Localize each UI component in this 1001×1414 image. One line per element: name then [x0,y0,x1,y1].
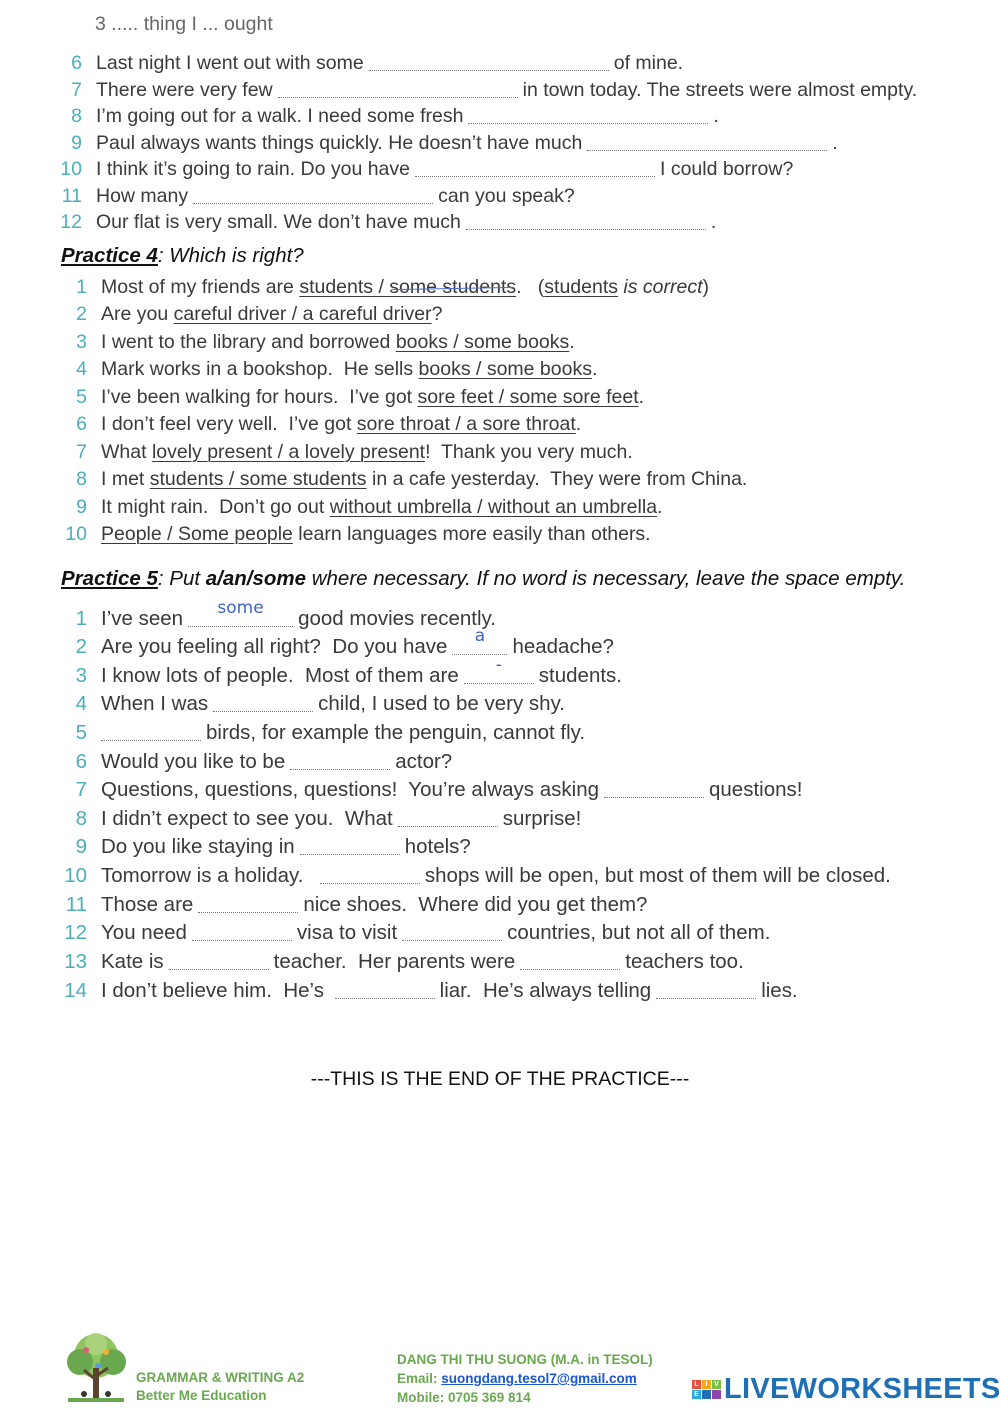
choice-options[interactable]: careful driver / a careful driver [173,302,432,325]
answer-blank[interactable] [369,56,609,71]
item-number: 8 [75,807,87,830]
practice3-item [0,103,719,129]
item-number: 10 [64,864,87,887]
footer-course: GRAMMAR & WRITING A2 Better Me Education [136,1370,305,1403]
practice4-item [0,466,747,492]
handwritten-answer: a [474,625,486,646]
item-number: 6 [75,750,87,773]
answer-blank[interactable] [198,898,298,913]
practice5-item [0,949,744,975]
practice5-heading: Practice 5: Put a/an/some where necessary. If no word is necessary, leave the space empty. [61,567,906,590]
item-text: I think it’s going to rain. Do you have [96,157,410,180]
item-text: I don’t believe him. He’s [101,979,330,1002]
choice-options[interactable]: sore feet / some sore feet [417,385,639,408]
footer-author: DANG THI THU SUONG (M.A. in TESOL) Email: suongdang.tesol7@gmail.com Mobile: 0705 369 814 [397,1352,653,1405]
item-number: 10 [65,522,87,545]
item-text: It might rain. Don’t go out [101,495,330,518]
choice-option-crossed[interactable]: some students [389,275,517,298]
answer-blank[interactable] [101,726,201,741]
item-text: questions! [709,778,803,801]
answer-blank[interactable] [464,654,534,684]
item-text: . [591,357,598,380]
item-number: 5 [75,721,87,744]
item-text: visa to visit [296,921,398,944]
choice-options[interactable]: People / Some people [101,522,293,545]
item-number: 8 [71,104,82,127]
liveworksheets-logo-icon: L I V E [692,1380,721,1399]
item-text: . [657,495,663,518]
practice5-item [0,806,581,832]
item-number: 7 [75,778,87,801]
practice4-item: 1 Most of my friends are students / some students . ( students is correct ) [0,274,709,300]
item-text: Are you feeling all right? Do you have [101,635,448,658]
answer-blank[interactable] [188,597,293,627]
item-text: good movies recently. [298,607,496,630]
answer-blank[interactable] [398,812,498,827]
item-text: Kate is [101,950,164,973]
liveworksheets-brand [692,1373,1001,1406]
practice4-label: Practice 4 [61,244,158,267]
item-text: Most of my friends are [101,275,300,298]
item-number: 11 [65,893,87,916]
item-text: . [575,412,582,435]
answer-blank[interactable] [604,783,704,798]
item-number: 4 [75,692,87,715]
item-text: actor? [395,750,453,773]
item-text: Those are [101,893,194,916]
item-text: countries, but not all of them. [507,921,771,944]
practice3-item [0,130,838,156]
item-text: Are you [101,302,174,325]
practice5-item [0,749,452,775]
item-number: 1 [76,275,87,298]
item-text: Paul always wants things quickly. He doesn’t have much [96,131,583,154]
practice4-item [0,384,644,410]
item-number: 9 [71,131,82,154]
practice5-item [0,597,496,632]
item-text: liar. He’s always telling [439,979,652,1002]
handwritten-answer: some [217,597,264,618]
tree-logo-icon [58,1330,134,1408]
practice4-item [0,329,575,355]
practice4-instruction: : Which is right? [157,244,304,267]
item-number: 1 [75,607,87,630]
choice-options[interactable]: sore throat / a sore throat [356,412,576,435]
answer-blank[interactable] [290,755,390,770]
item-text: students. [538,664,622,687]
item-text: . [569,330,575,353]
practice4-item [0,494,662,520]
item-text: I’m going out for a walk. I need some fresh [96,104,464,127]
item-text: When I was [101,692,209,715]
item-number: 7 [76,440,87,463]
item-text: Questions, questions, questions! You’re always asking [101,778,599,801]
choice-options[interactable]: students / some students [149,467,367,490]
note-word: students [544,275,619,298]
answer-blank[interactable] [402,926,502,941]
clipped-line: 3 ..... thing I ... ought [95,13,273,35]
answer-blank[interactable] [656,984,756,999]
item-text: teacher. Her parents were [273,950,516,973]
item-text: can you speak? [438,184,575,207]
item-text: lies. [761,979,798,1002]
item-number: 3 [76,330,87,353]
item-number: 3 [75,664,87,687]
answer-blank[interactable] [468,109,708,124]
item-text: of mine. [613,51,684,74]
item-number: 7 [71,78,82,101]
item-number: 6 [71,51,82,74]
item-text: . [638,385,645,408]
item-text: I went to the library and borrowed [101,330,396,353]
item-text: ? [431,302,443,325]
practice4-item [0,439,633,465]
item-text: child, I used to be very shy. [318,692,565,715]
item-number: 10 [60,157,82,180]
answer-blank[interactable] [278,83,518,98]
answer-blank[interactable] [192,926,292,941]
item-text: I could borrow? [660,157,794,180]
item-text: There were very few [96,78,273,101]
email-link[interactable]: suongdang.tesol7@gmail.com [441,1371,637,1386]
item-text: I know lots of people. Most of them are [101,664,459,687]
answer-blank[interactable] [520,955,620,970]
answer-blank[interactable] [300,840,400,855]
practice5-item [0,777,802,803]
practice5-item [0,863,891,889]
practice5-item [0,920,770,946]
item-text: . [713,104,719,127]
practice3-item [0,50,683,76]
choice-options[interactable]: books / some books [418,357,592,380]
item-number: 8 [76,467,87,490]
practice5-keywords: a/an/some [205,567,307,590]
item-number: 4 [76,357,87,380]
practice4-item [0,301,442,327]
item-text: ! Thank you very much. [425,440,633,463]
answer-blank[interactable] [320,869,420,884]
item-number: 2 [76,302,87,325]
item-number: 12 [64,921,87,944]
item-number: 5 [76,385,87,408]
practice5-item [0,654,622,689]
answer-blank[interactable] [452,625,507,655]
item-text: birds, for example the penguin, cannot fly. [206,721,586,744]
item-number: 6 [76,412,87,435]
practice5-item [0,978,798,1004]
item-number: 9 [75,835,87,858]
item-text: I don’t feel very well. I’ve got [101,412,357,435]
practice3-item [0,209,716,235]
item-text: . [832,131,838,154]
item-text: nice shoes. Where did you get them? [303,893,648,916]
item-text: . [710,210,717,233]
note-text: is correct [618,275,703,298]
liveworksheets-wordmark: LIVEWORKSHEETS [724,1373,1001,1405]
practice3-item [0,183,575,209]
practice3-item [0,77,917,103]
item-text: in a cafe yesterday. They were from China. [366,467,748,490]
item-text: I met [101,467,150,490]
item-text: teachers too. [625,950,744,973]
item-number: 12 [60,210,82,233]
practice4-heading [61,244,304,268]
item-text: Would you like to be [101,750,286,773]
item-text: in town today. The streets were almost empty. [522,78,918,101]
item-text: shops will be open, but most of them will be closed. [424,864,891,887]
practice5-item [0,834,471,860]
item-text: What [101,440,152,463]
item-text: Mark works in a bookshop. He sells [101,357,419,380]
practice4-item [0,411,581,437]
item-text: hotels? [404,835,471,858]
item-text: Our flat is very small. We don’t have much [96,210,461,233]
item-text: surprise! [502,807,582,830]
answer-blank[interactable] [335,984,435,999]
practice5-item [0,625,614,660]
item-text: Last night I went out with some [96,51,364,74]
item-text: How many [96,184,189,207]
item-text: I’ve seen [101,607,184,630]
item-number: 13 [64,950,87,973]
choice-options[interactable]: without umbrella / without an umbrella [329,495,658,518]
choice-options[interactable]: books / some books [395,330,570,353]
practice5-item [0,892,647,918]
choice-options[interactable]: lovely present / a lovely present [151,440,426,463]
answer-blank[interactable] [466,215,706,230]
choice-option[interactable]: students / [299,275,390,298]
practice4-item [0,521,651,547]
item-number: 14 [64,979,87,1002]
answer-blank[interactable] [415,162,655,177]
end-note: ---THIS IS THE END OF THE PRACTICE--- [310,1068,690,1090]
item-number: 2 [75,635,87,658]
item-text: learn languages more easily than others. [292,522,651,545]
item-text: You need [101,921,187,944]
item-text: Tomorrow is a holiday. [101,864,315,887]
item-text: I didn’t expect to see you. What [101,807,393,830]
item-number: 9 [76,495,87,518]
item-number: 11 [61,184,82,207]
answer-blank[interactable] [213,697,313,712]
handwritten-answer: - [495,654,502,675]
answer-blank[interactable] [169,955,269,970]
answer-blank[interactable] [193,189,433,204]
practice4-item [0,356,597,382]
answer-blank[interactable] [587,136,827,151]
practice3-item [0,156,793,182]
item-text: headache? [512,635,614,658]
item-text: Do you like staying in [101,835,295,858]
practice5-label: Practice 5 [61,567,158,590]
item-text: I’ve been walking for hours. I’ve got [101,385,418,408]
practice5-item [0,691,565,717]
practice5-item [0,720,585,746]
